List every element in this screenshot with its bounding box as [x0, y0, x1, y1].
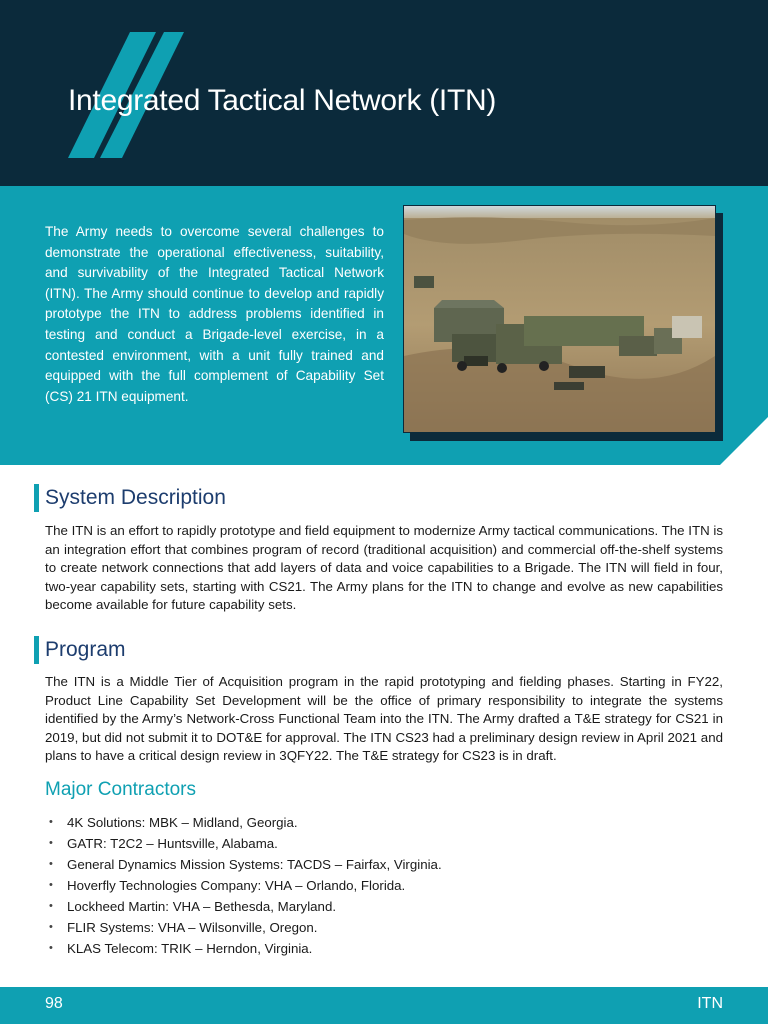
- field-photo-image: [404, 206, 715, 432]
- list-item: [45, 917, 442, 938]
- bullet-icon: •: [49, 816, 53, 828]
- bullet-icon: •: [49, 858, 53, 870]
- list-item-text: Lockheed Martin: VHA – Bethesda, Maryland.: [67, 899, 337, 914]
- list-item-text: FLIR Systems: VHA – Wilsonville, Oregon.: [67, 920, 318, 935]
- list-item: [45, 854, 442, 875]
- list-item: [45, 833, 442, 854]
- list-item: [45, 875, 442, 896]
- page-number: 98: [45, 995, 63, 1012]
- system-description-paragraph: The ITN is an effort to rapidly prototype and field equipment to modernize Army tactical communications. The ITN is an integration effort that combines program of record (traditional acquisition) and commercial off-the-shelf systems to create network connections that add layers of data and voice capabilities to a Brigade. The ITN will field in four, two-year capability sets, starting with CS21. The Army plans for the ITN to change and evolve as new capabilities become available for future capability sets.: [45, 523, 723, 613]
- list-item-text: Hoverfly Technologies Company: VHA – Orlando, Florida.: [67, 878, 406, 893]
- bullet-icon: •: [49, 921, 53, 933]
- list-item: [45, 896, 442, 917]
- page-header: [0, 0, 768, 186]
- bullet-icon: •: [49, 942, 53, 954]
- corner-cut-decoration: [720, 417, 768, 465]
- list-item-text: GATR: T2C2 – Huntsville, Alabama.: [67, 836, 278, 851]
- field-equipment-photo: [403, 205, 716, 433]
- contractors-list: [45, 812, 442, 959]
- list-item-text: KLAS Telecom: TRIK – Herndon, Virginia.: [67, 941, 313, 956]
- bullet-icon: •: [49, 879, 53, 891]
- page-title: Integrated Tactical Network (ITN): [68, 84, 497, 117]
- footer-label: ITN: [697, 995, 723, 1012]
- bullet-icon: •: [49, 837, 53, 849]
- list-item: [45, 938, 442, 959]
- section-heading-program: Program: [34, 636, 126, 664]
- list-item-text: General Dynamics Mission Systems: TACDS – Fairfax, Virginia.: [67, 857, 442, 872]
- section-heading-system-description: System Description: [34, 484, 226, 512]
- photo-container: [403, 205, 716, 433]
- subheading-major-contractors: Major Contractors: [45, 779, 196, 800]
- program-paragraph: The ITN is a Middle Tier of Acquisition program in the rapid prototyping and fielding phases. Starting in FY22, Product Line Capability Set Development will be the office of primary responsibility to integrate the systems identified by the Army’s Network-Cross Functional Team into the ITN. The Army drafted a T&E strategy for CS21 in 2019, but did not submit it to DOT&E for approval. The ITN CS23 had a preliminary design review in April 2021 and plans to have a critical design review in 3QFY22. The T&E strategy for CS23 is in draft.: [45, 674, 723, 764]
- intro-paragraph: The Army needs to overcome several challenges to demonstrate the operational effectiveness, suitability, and survivability of the Integrated Tactical Network (ITN). The Army should continue to develop and rapidly prototype the ITN to address problems identified in testing and conduct a Brigade-level exercise, in a contested environment, with a unit fully trained and equipped with the full complement of Capability Set (CS) 21 ITN equipment.: [45, 224, 384, 404]
- bullet-icon: •: [49, 900, 53, 912]
- page-footer: [0, 987, 768, 1024]
- intro-section: [0, 186, 768, 465]
- list-item-text: 4K Solutions: MBK – Midland, Georgia.: [67, 815, 298, 830]
- list-item: [45, 812, 442, 833]
